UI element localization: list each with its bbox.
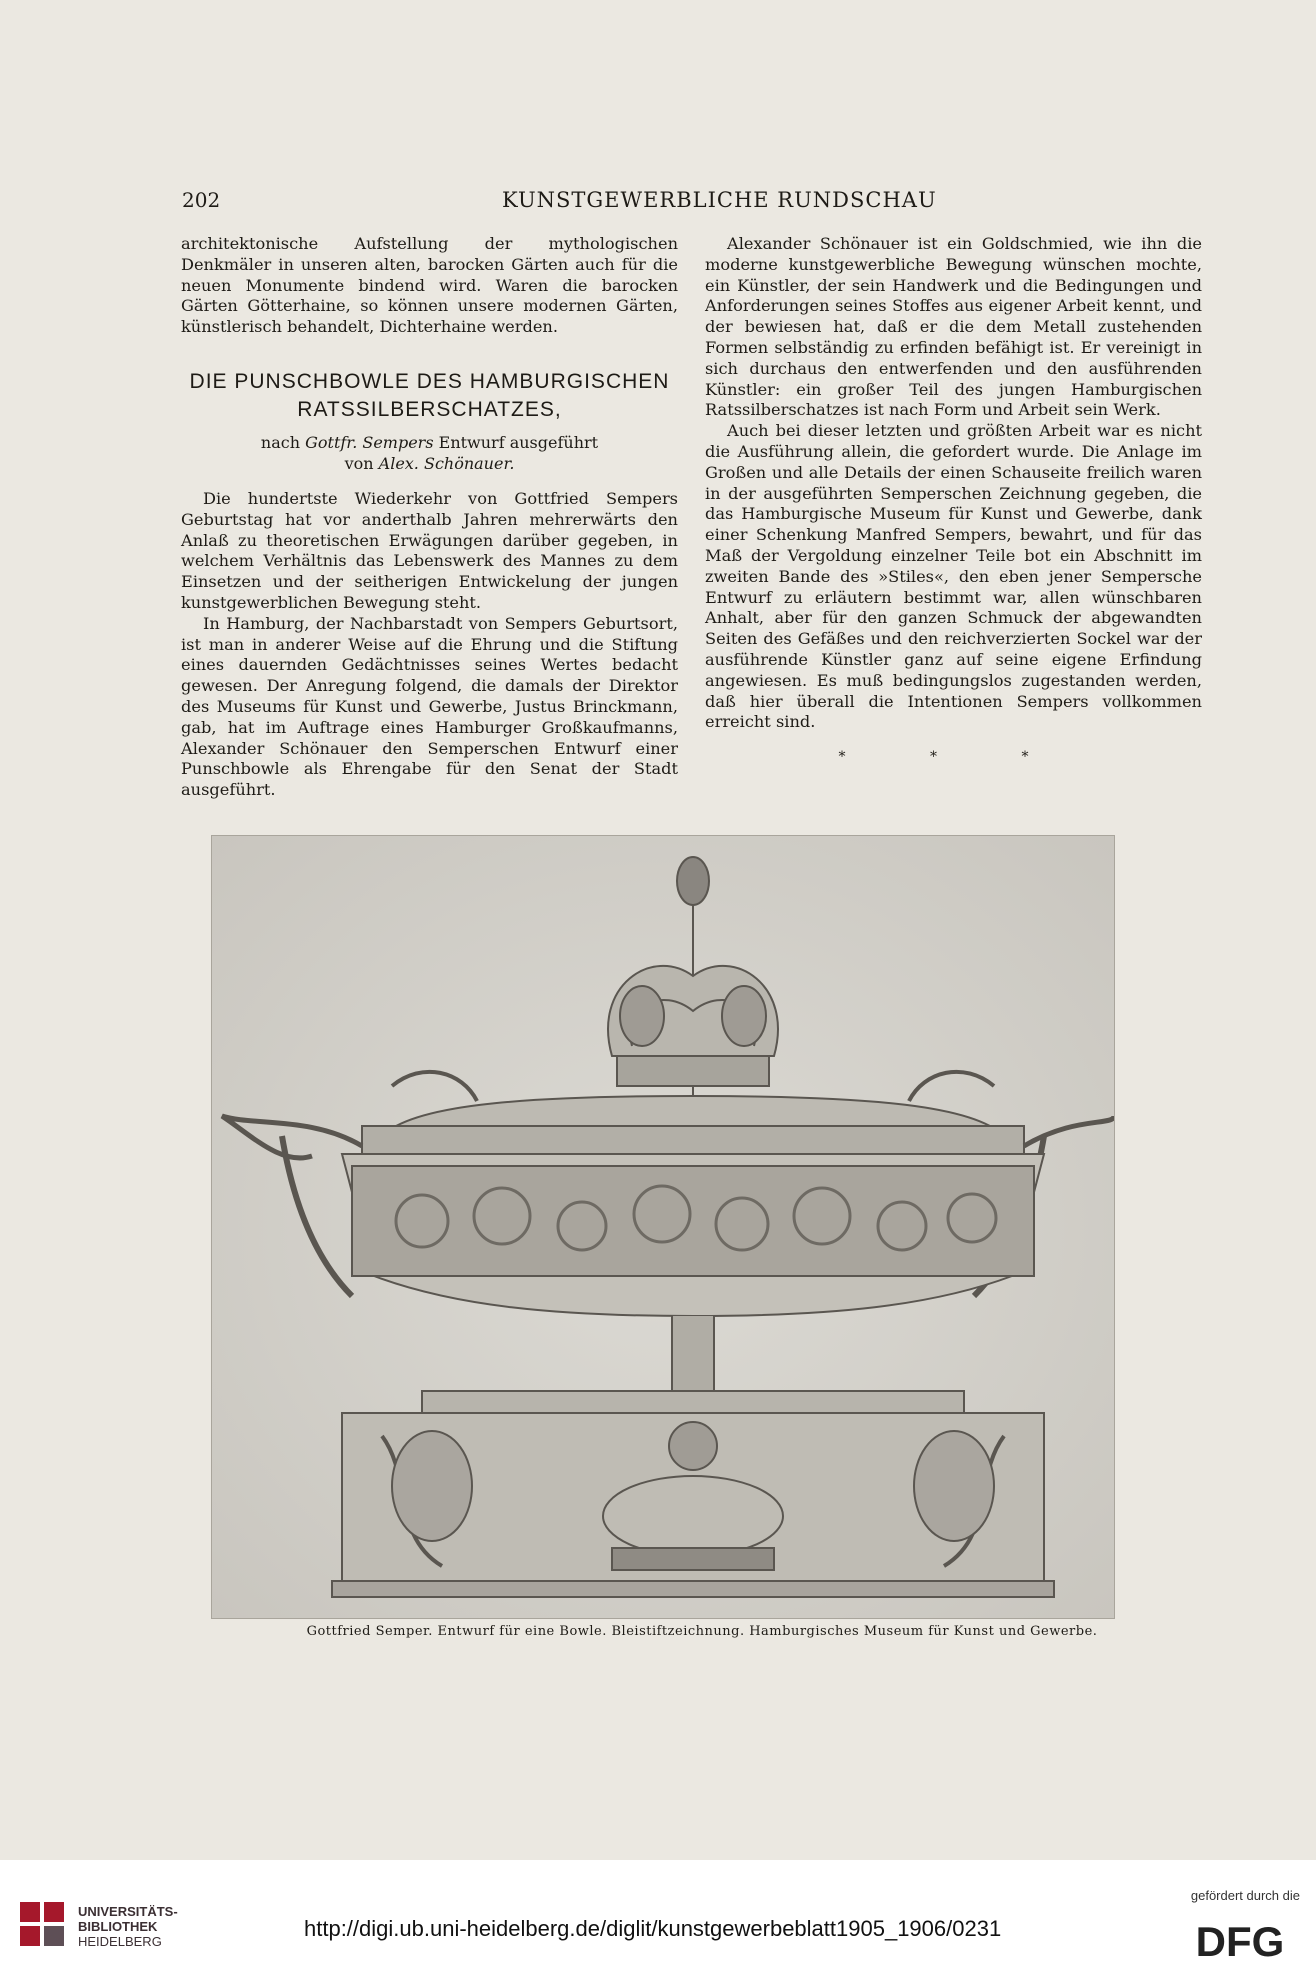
punch-bowl-illustration xyxy=(212,836,1114,1618)
library-line-1: UNIVERSITÄTS- xyxy=(78,1904,178,1919)
university-library-logo-icon xyxy=(16,1898,68,1950)
byline-pre: nach xyxy=(260,432,301,452)
paragraph-4: Auch bei dieser letzten und größten Arbeit war es nicht die Ausführung allein, die gefordert wurde. Die Anlage im Großen und alle Details der einen Schauseite freilich waren in der ausgeführten Semperschen Zeichnung gegeben, die das Hamburgische Museum für Kunst und Gewerbe, dank einer Schenkung Manfred Sempers, bewahrt, und für das Maß der Vergoldung einzelner Teile bot ein Abschnitt im zweiten Bande des »Stiles«, den eben jener Sempersche Entwurf zu erläutern bestimmt war, allen wünschbaren Anhalt, aber für den ganzen Schmuck der abgewandten Seiten des Gefäßes und den reichverzierten Sockel war der ausführende Künstler ganz auf seine eigene Erfindung angewiesen. Es muß bedingungslos zugestanden werden, daß hier überall die Intentionen Sempers vollkommen erreicht sind. xyxy=(705,421,1202,732)
digitization-footer xyxy=(0,1860,1316,1970)
funding-note: gefördert durch die xyxy=(1190,1888,1300,1903)
left-column xyxy=(181,234,678,801)
article-title xyxy=(181,368,678,424)
byline xyxy=(181,432,678,474)
library-line-2: BIBLIOTHEK xyxy=(78,1919,158,1934)
page-header xyxy=(182,188,1222,218)
dfg-logo-text: DFG xyxy=(1195,1918,1285,1962)
paragraph-intro: architektonische Aufstellung der mythologischen Denkmäler in unseren alten, barocken Gärten auch für die neuen Monumente bindend wird. Waren die barocken Gärten Götterhaine, so können unsere modernen Gärten, künstlerisch behandelt, Dichterhaine werden. xyxy=(181,234,678,337)
paragraph-2: In Hamburg, der Nachbarstadt von Sempers Geburtsort, ist man in anderer Weise auf die Ehrung und die Stiftung eines dauernden Gedächtnisses seines Wertes bedacht gewesen. Der Anregung folgend, die damals der Direktor des Museums für Kunst und Gewerbe, Justus Brinckmann, gab, hat im Auftrage eines Hamburger Großkaufmanns, Alexander Schönauer den Semperschen Entwurf einer Punschbowle als Ehrengabe für den Senat der Stadt ausgeführt. xyxy=(181,613,678,800)
figure-caption: Gottfried Semper. Entwurf für eine Bowle. Bleistiftzeichnung. Hamburgisches Museum für Kunst und Gewerbe. xyxy=(306,1624,1098,1639)
dfg-logo-icon xyxy=(1178,1918,1302,1962)
article-title-line-2: RATSSILBERSCHATZES, xyxy=(297,397,562,421)
right-column xyxy=(705,234,1202,768)
byline-author: Gottfr. Sempers xyxy=(305,432,434,452)
byline-mid: Entwurf ausgeführt xyxy=(438,432,599,452)
byline-maker: Alex. Schönauer. xyxy=(378,453,515,473)
byline-von: von xyxy=(344,453,374,473)
section-separator: * * * xyxy=(838,749,1069,766)
library-line-3: HEIDELBERG xyxy=(78,1934,162,1949)
paragraph-3: Alexander Schönauer ist ein Goldschmied, wie ihn die moderne kunstgewerbliche Bewegung wünschen mochte, ein Künstler, der sein Handwerk und die Bedingungen und Anforderungen seines Stoffes aus eigener Arbeit kennt, und der bewiesen hat, daß er die dem Metall zustehenden Formen selbständig zu erfinden befähigt ist. Er vereinigt in sich durchaus den entwerfenden und den ausführenden Künstler: ein großer Teil des jungen Hamburgischen Ratssilberschatzes ist nach Form und Arbeit sein Werk. xyxy=(705,234,1202,420)
running-head: KUNSTGEWERBLICHE RUNDSCHAU xyxy=(502,188,937,212)
library-name xyxy=(78,1904,178,1949)
permalink-url[interactable]: http://digi.ub.uni-heidelberg.de/diglit/kunstgewerbeblatt1905_1906/0231 xyxy=(304,1916,1002,1941)
article-title-line-1: DIE PUNSCHBOWLE DES HAMBURGISCHEN xyxy=(189,369,670,393)
paragraph-1: Die hundertste Wiederkehr von Gottfried Sempers Geburtstag hat vor anderthalb Jahren mehrerwärts den Anlaß zu theoretischen Erwägungen darüber gegeben, in welchem Verhältnis das Lebenswerk des Mannes zu dem Einsetzen und der seitherigen Entwickelung der jungen kunstgewerblichen Bewegung steht. xyxy=(181,488,678,612)
punch-bowl-drawing xyxy=(211,835,1115,1619)
page-number: 202 xyxy=(182,188,221,212)
